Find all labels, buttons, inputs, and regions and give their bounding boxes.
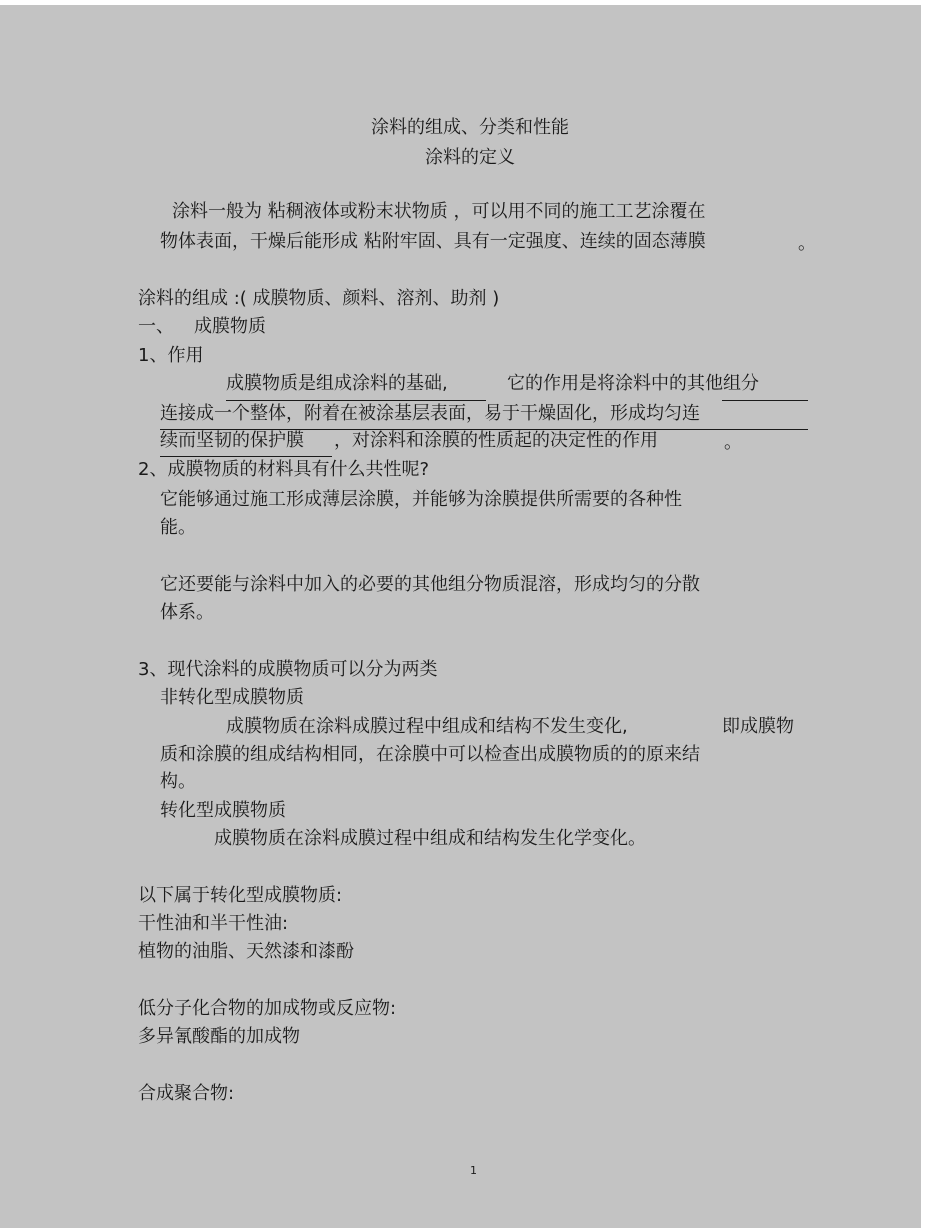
oil-title: 干性油和半干性油: <box>138 913 289 934</box>
transforming-desc: 成膜物质在涂料成膜过程中组成和结构发生化学变化。 <box>214 828 646 849</box>
non-transforming-line-2: 质和涂膜的组成结构相同，在涂膜中可以检查出成膜物质的的原来结 <box>160 744 700 765</box>
non-transforming-line-3: 构。 <box>160 771 196 792</box>
non-transforming-line-1b: 即成膜物 <box>722 716 794 737</box>
paragraph-1-end-mark: 。 <box>724 432 742 453</box>
item-2-heading: 2、成膜物质的材料具有什么共性呢? <box>138 459 430 480</box>
paragraph-2-line-1: 它能够通过施工形成薄层涂膜，并能够为涂膜提供所需要的各种性 <box>160 489 682 510</box>
item-3-heading: 3、现代涂料的成膜物质可以分为两类 <box>138 659 438 680</box>
paragraph-1-line-1a: 成膜物质是组成涂料的基础, <box>226 373 448 394</box>
non-transforming-title: 非转化型成膜物质 <box>160 687 304 708</box>
low-molecular-desc: 多异氰酸酯的加成物 <box>138 1026 300 1047</box>
transforming-title: 转化型成膜物质 <box>160 800 286 821</box>
section-1-number: 一、 <box>138 316 174 337</box>
low-molecular-title: 低分子化合物的加成物或反应物: <box>138 998 397 1019</box>
underline-1b <box>722 400 808 401</box>
composition-line: 涂料的组成 :( 成膜物质、颜料、溶剂、助剂 ) <box>138 288 500 309</box>
paragraph-1-line-2: 连接成一个整体，附着在被涂基层表面，易于干燥固化，形成均匀连 <box>160 403 700 424</box>
definition-line-1: 涂料一般为 粘稠液体或粉末状物质 ，可以用不同的施工工艺涂覆在 <box>172 201 706 222</box>
section-1-title: 成膜物质 <box>194 316 266 337</box>
page-number: 1 <box>470 1164 477 1177</box>
paragraph-2-line-2: 能。 <box>160 517 196 538</box>
underline-1a <box>226 400 486 401</box>
oil-desc: 植物的油脂、天然漆和漆酚 <box>138 941 354 962</box>
paragraph-1-line-1b: 它的作用是将涂料中的其他组分 <box>507 373 759 394</box>
definition-end-mark: 。 <box>798 233 816 254</box>
paragraph-1-line-3-underlined: 续而坚韧的保护膜 <box>160 430 304 451</box>
doc-subtitle: 涂料的定义 <box>425 147 515 168</box>
definition-line-2: 物体表面，干燥后能形成 粘附牢固、具有一定强度、连续的固态薄膜 <box>160 231 706 252</box>
doc-title: 涂料的组成、分类和性能 <box>371 117 569 138</box>
item-1-heading: 1、作用 <box>138 345 204 366</box>
paragraph-1-line-3-rest: ，对涂料和涂膜的性质起的决定性的作用 <box>334 430 658 451</box>
list-intro: 以下属于转化型成膜物质: <box>138 885 343 906</box>
paragraph-3-line-2: 体系。 <box>160 602 214 623</box>
document-page <box>0 5 921 1228</box>
non-transforming-line-1a: 成膜物质在涂料成膜过程中组成和结构不发生变化, <box>226 716 628 737</box>
underline-3 <box>160 456 332 457</box>
synthetic-polymer-title: 合成聚合物: <box>138 1083 235 1104</box>
paragraph-3-line-1: 它还要能与涂料中加入的必要的其他组分物质混溶，形成均匀的分散 <box>160 574 700 595</box>
